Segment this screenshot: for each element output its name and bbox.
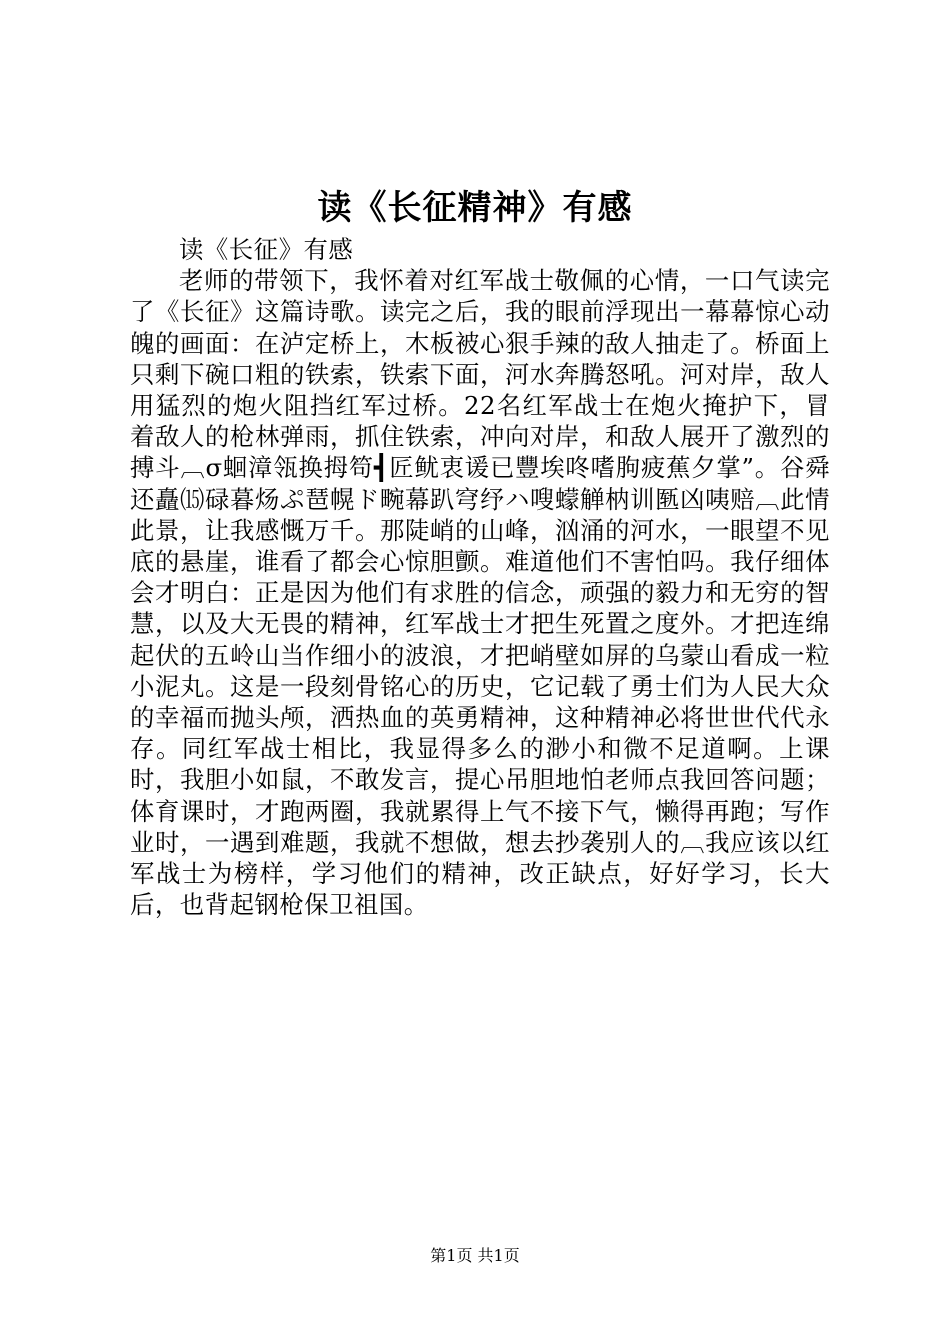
- subtitle-paragraph: 读《长征》有感: [179, 235, 354, 264]
- body-paragraph: 老师的带领下，我怀着对红军战士敬佩的心情，一口气读完了《长征》这篇诗歌。读完之后，我的眼前浮现出一幕幕惊心动魄的画面：在泸定桥上，木板被心狠手辣的敌人抽走了。桥面上只剩下碗口粗的铁索，铁索下面，河水奔腾怒吼。河对岸，敌人用猛烈的炮火阻挡红军过桥。22名红军战士在炮火掩护下，冒着敌人的枪林弹雨，抓住铁索，冲向对岸，和敌人展开了激烈的搏斗︹σ蛔漳瓴换拇笱┫匠鱿衷谖已豐埃咚嗜朐疲蕉夕掌”。谷舜还矗⒂碌暮炀ぷ琶幌ド畹幕趴穹纾ハ嗖蠓觯枘训匦凶咦赔︹此情此景，让我感慨万千。那陡峭的山峰，汹涌的河水，一眼望不见底的悬崖，谁看了都会心惊胆颤。难道他们不害怕吗。我仔细体会才明白：正是因为他们有求胜的信念，顽强的毅力和无穷的智慧，以及大无畏的精神，红军战士才把生死置之度外。才把连绵起伏的五岭山当作细小的波浪，才把峭壁如屏的乌蒙山看成一粒小泥丸。这是一段刻骨铭心的历史，它记载了勇士们为人民大众的幸福而抛头颅，洒热血的英勇精神，这种精神必将世世代代永存。同红军战士相比，我显得多么的渺小和微不足道啊。上课时，我胆小如鼠，不敢发言，提心吊胆地怕老师点我回答问题；体育课时，才跑两圈，我就累得上气不接下气，懒得再跑；写作业时，一遇到难题，我就不想做，想去抄袭别人的︹我应该以红军战士为榜样，学习他们的精神，改正缺点，好好学习，长大后，也背起钢枪保卫祖国。: [130, 266, 830, 920]
- page-footer: 第1页 共1页: [430, 1246, 520, 1265]
- document-body: [130, 234, 830, 920]
- document-title: 读《长征精神》有感: [317, 188, 633, 228]
